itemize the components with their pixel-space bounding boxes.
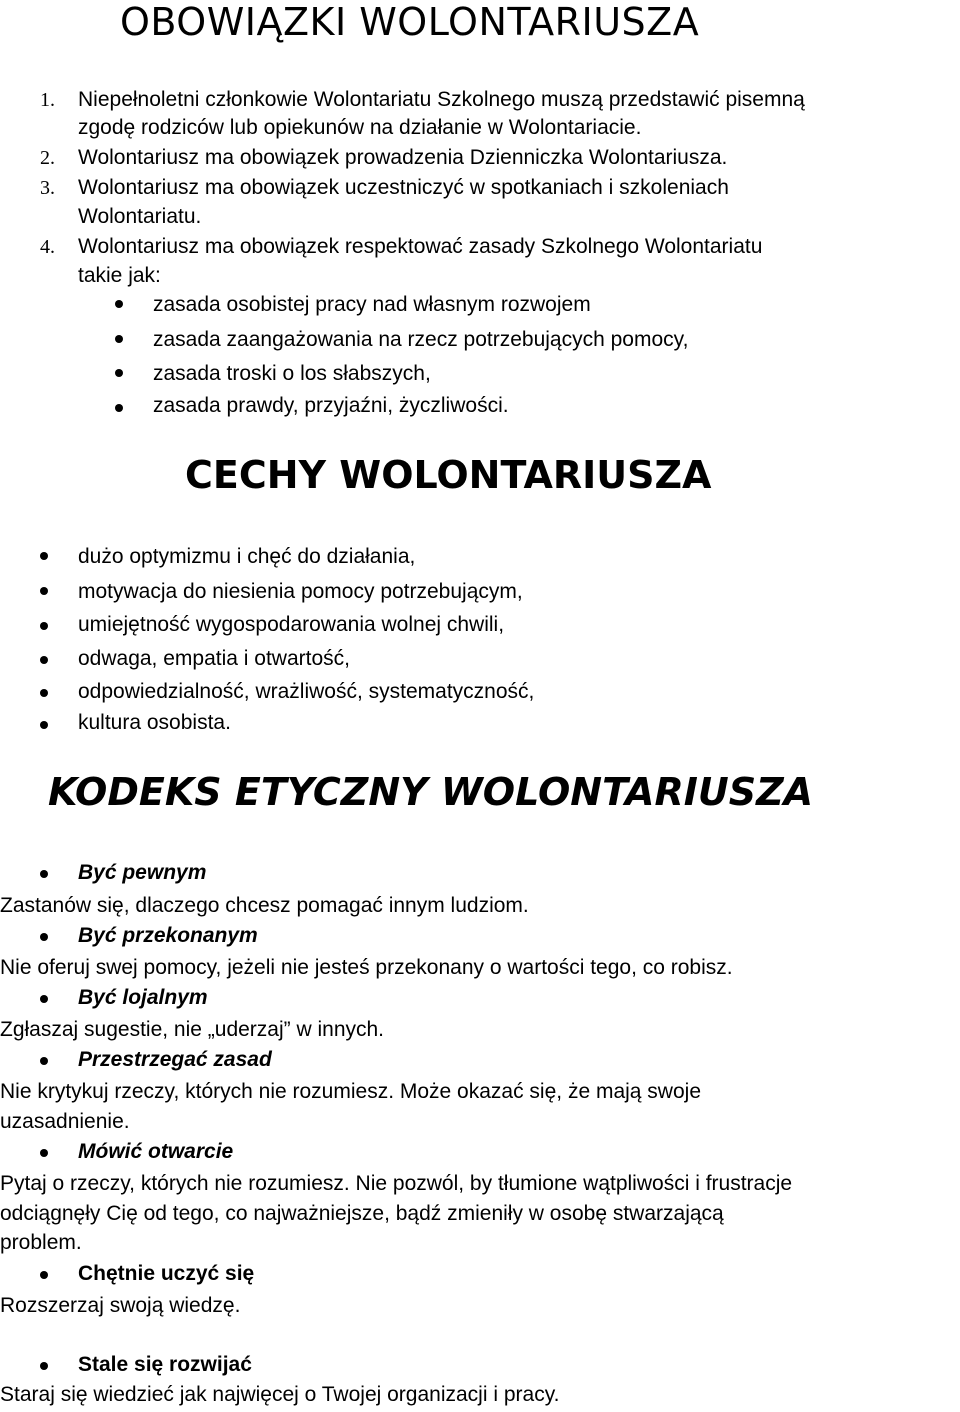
- bullet-icon: [115, 300, 123, 308]
- kodeks-text: Zgłaszaj sugestie, nie „uderzaj” w innych.: [0, 1018, 385, 1041]
- list-number: 3.: [40, 177, 55, 199]
- kodeks-heading: Być przekonanym: [78, 924, 258, 947]
- bullet-icon: [40, 552, 48, 560]
- cecha-item: odwaga, empatia i otwartość,: [78, 647, 350, 670]
- kodeks-text: uzasadnienie.: [0, 1110, 130, 1133]
- section-title-kodeks: KODEKS ETYCZNY WOLONTARIUSZA: [48, 770, 814, 814]
- list-item-text: Wolontariusz ma obowiązek uczestniczyć w spotkaniach i szkoleniach: [78, 176, 729, 199]
- zasada-item: zasada prawdy, przyjaźni, życzliwości.: [153, 394, 509, 417]
- kodeks-text: odciągnęły Cię od tego, co najważniejsze, bądź zmieniły w osobę stwarzającą: [0, 1202, 724, 1225]
- kodeks-heading: Być lojalnym: [78, 986, 208, 1009]
- kodeks-text: Nie krytykuj rzeczy, których nie rozumiesz. Może okazać się, że mają swoje: [0, 1080, 701, 1103]
- kodeks-heading: Chętnie uczyć się: [78, 1262, 255, 1285]
- kodeks-heading: Przestrzegać zasad: [78, 1048, 272, 1071]
- bullet-icon: [40, 689, 48, 697]
- list-item-text: zgodę rodziców lub opiekunów na działanie w Wolontariacie.: [78, 116, 642, 139]
- section-title-cechy: CECHY WOLONTARIUSZA: [185, 453, 712, 497]
- kodeks-text: Pytaj o rzeczy, których nie rozumiesz. Nie pozwól, by tłumione wątpliwości i frustracje: [0, 1172, 793, 1195]
- kodeks-heading: Mówić otwarcie: [78, 1140, 234, 1163]
- cecha-item: motywacja do niesienia pomocy potrzebującym,: [78, 580, 523, 603]
- bullet-icon: [40, 656, 48, 664]
- zasada-item: zasada osobistej pracy nad własnym rozwojem: [153, 293, 591, 316]
- list-item-text: Niepełnoletni członkowie Wolontariatu Szkolnego muszą przedstawić pisemną: [78, 88, 805, 111]
- list-item-text: Wolontariusz ma obowiązek respektować zasady Szkolnego Wolontariatu: [78, 235, 763, 258]
- bullet-icon: [40, 933, 48, 941]
- bullet-icon: [40, 587, 48, 595]
- cecha-item: umiejętność wygospodarowania wolnej chwili,: [78, 613, 505, 636]
- kodeks-heading: Stale się rozwijać: [78, 1353, 252, 1376]
- kodeks-text: Zastanów się, dlaczego chcesz pomagać innym ludziom.: [0, 894, 529, 917]
- section-title-obowiazki: OBOWIĄZKI WOLONTARIUSZA: [120, 0, 700, 44]
- bullet-icon: [40, 1057, 48, 1065]
- bullet-icon: [40, 1271, 48, 1279]
- list-number: 4.: [40, 236, 55, 258]
- bullet-icon: [40, 1149, 48, 1157]
- list-number: 1.: [40, 89, 55, 111]
- kodeks-text: Staraj się wiedzieć jak najwięcej o Twojej organizacji i pracy.: [0, 1383, 560, 1406]
- zasada-item: zasada zaangażowania na rzecz potrzebujących pomocy,: [153, 328, 689, 351]
- bullet-icon: [40, 721, 48, 729]
- kodeks-text: problem.: [0, 1231, 82, 1254]
- cecha-item: dużo optymizmu i chęć do działania,: [78, 545, 416, 568]
- bullet-icon: [40, 1362, 48, 1370]
- bullet-icon: [40, 622, 48, 630]
- zasada-item: zasada troski o los słabszych,: [153, 362, 431, 385]
- list-item-text: Wolontariatu.: [78, 205, 202, 228]
- bullet-icon: [115, 369, 123, 377]
- bullet-icon: [115, 404, 123, 412]
- kodeks-text: Rozszerzaj swoją wiedzę.: [0, 1294, 241, 1317]
- list-number: 2.: [40, 147, 55, 169]
- kodeks-heading: Być pewnym: [78, 861, 207, 884]
- bullet-icon: [40, 870, 48, 878]
- list-item-text: Wolontariusz ma obowiązek prowadzenia Dzienniczka Wolontariusza.: [78, 146, 728, 169]
- list-item-text: takie jak:: [78, 264, 161, 287]
- cecha-item: kultura osobista.: [78, 711, 231, 734]
- kodeks-text: Nie oferuj swej pomocy, jeżeli nie jesteś przekonany o wartości tego, co robisz.: [0, 956, 733, 979]
- cecha-item: odpowiedzialność, wrażliwość, systematyczność,: [78, 680, 535, 703]
- bullet-icon: [115, 335, 123, 343]
- bullet-icon: [40, 995, 48, 1003]
